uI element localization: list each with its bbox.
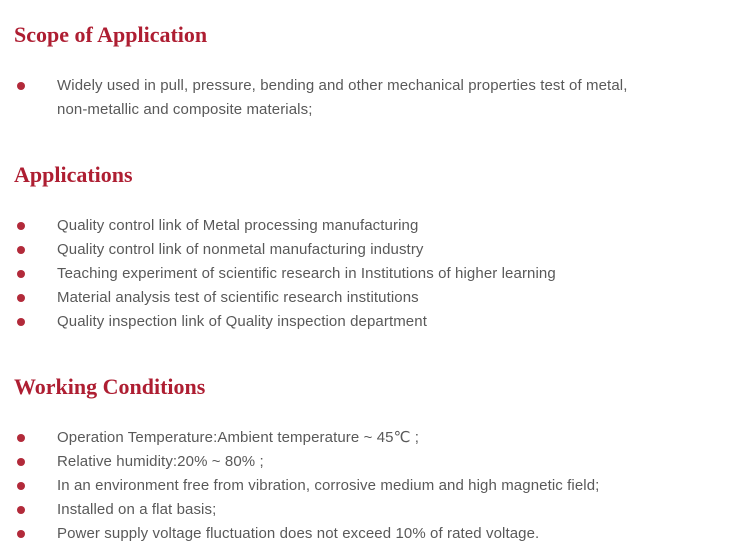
list-item-line: Widely used in pull, pressure, bending and other mechanical properties test of metal, bbox=[57, 77, 628, 94]
working-conditions-bullet-list bbox=[14, 426, 736, 546]
section-title-scope: Scope of Application bbox=[14, 22, 208, 47]
list-item bbox=[14, 214, 736, 238]
list-item bbox=[14, 238, 736, 262]
bullet-icon bbox=[17, 482, 25, 490]
list-item bbox=[14, 74, 736, 122]
bullet-icon bbox=[17, 222, 25, 230]
list-item-line: In an environment free from vibration, corrosive medium and high magnetic field; bbox=[57, 477, 600, 494]
list-item-line: Operation Temperature:Ambient temperature ~ 45℃ ; bbox=[57, 429, 420, 446]
bullet-icon bbox=[17, 318, 25, 326]
list-item-text bbox=[57, 238, 424, 262]
list-item-text bbox=[57, 262, 556, 286]
bullet-icon bbox=[17, 82, 25, 90]
bullet-icon bbox=[17, 506, 25, 514]
list-item-line: Quality control link of Metal processing manufacturing bbox=[57, 217, 419, 234]
list-item-text bbox=[57, 474, 599, 498]
list-item-text bbox=[57, 522, 539, 546]
list-item-text bbox=[57, 450, 264, 474]
list-item bbox=[14, 262, 736, 286]
bullet-icon bbox=[17, 294, 25, 302]
bullet-icon bbox=[17, 458, 25, 466]
section-title-applications: Applications bbox=[14, 162, 133, 187]
list-item-line: Quality inspection link of Quality inspection department bbox=[57, 313, 427, 330]
list-item-text bbox=[57, 74, 627, 122]
list-item-line: Power supply voltage fluctuation does not exceed 10% of rated voltage. bbox=[57, 525, 540, 542]
list-item bbox=[14, 286, 736, 310]
list-item-text bbox=[57, 426, 419, 450]
list-item bbox=[14, 474, 736, 498]
list-item-text bbox=[57, 498, 216, 522]
list-item-line: Quality control link of nonmetal manufacturing industry bbox=[57, 241, 424, 258]
list-item-line: Installed on a flat basis; bbox=[57, 501, 217, 518]
applications-bullet-list bbox=[14, 214, 736, 334]
list-item-text bbox=[57, 214, 418, 238]
list-item bbox=[14, 310, 736, 334]
list-item-text bbox=[57, 310, 427, 334]
list-item-line: Material analysis test of scientific research institutions bbox=[57, 289, 419, 306]
list-item-line: Relative humidity:20% ~ 80% ; bbox=[57, 453, 264, 470]
list-item-line: non-metallic and composite materials; bbox=[57, 101, 313, 118]
bullet-icon bbox=[17, 246, 25, 254]
section-working-conditions bbox=[14, 374, 736, 546]
list-item bbox=[14, 498, 736, 522]
list-item bbox=[14, 522, 736, 546]
list-item-text bbox=[57, 286, 419, 310]
section-title-working-conditions: Working Conditions bbox=[14, 374, 206, 399]
scope-bullet-list bbox=[14, 74, 736, 122]
bullet-icon bbox=[17, 434, 25, 442]
list-item bbox=[14, 450, 736, 474]
section-scope-of-application bbox=[14, 22, 736, 122]
list-item bbox=[14, 426, 736, 450]
bullet-icon bbox=[17, 530, 25, 538]
list-item-line: Teaching experiment of scientific research in Institutions of higher learning bbox=[57, 265, 556, 282]
bullet-icon bbox=[17, 270, 25, 278]
section-applications bbox=[14, 162, 736, 334]
